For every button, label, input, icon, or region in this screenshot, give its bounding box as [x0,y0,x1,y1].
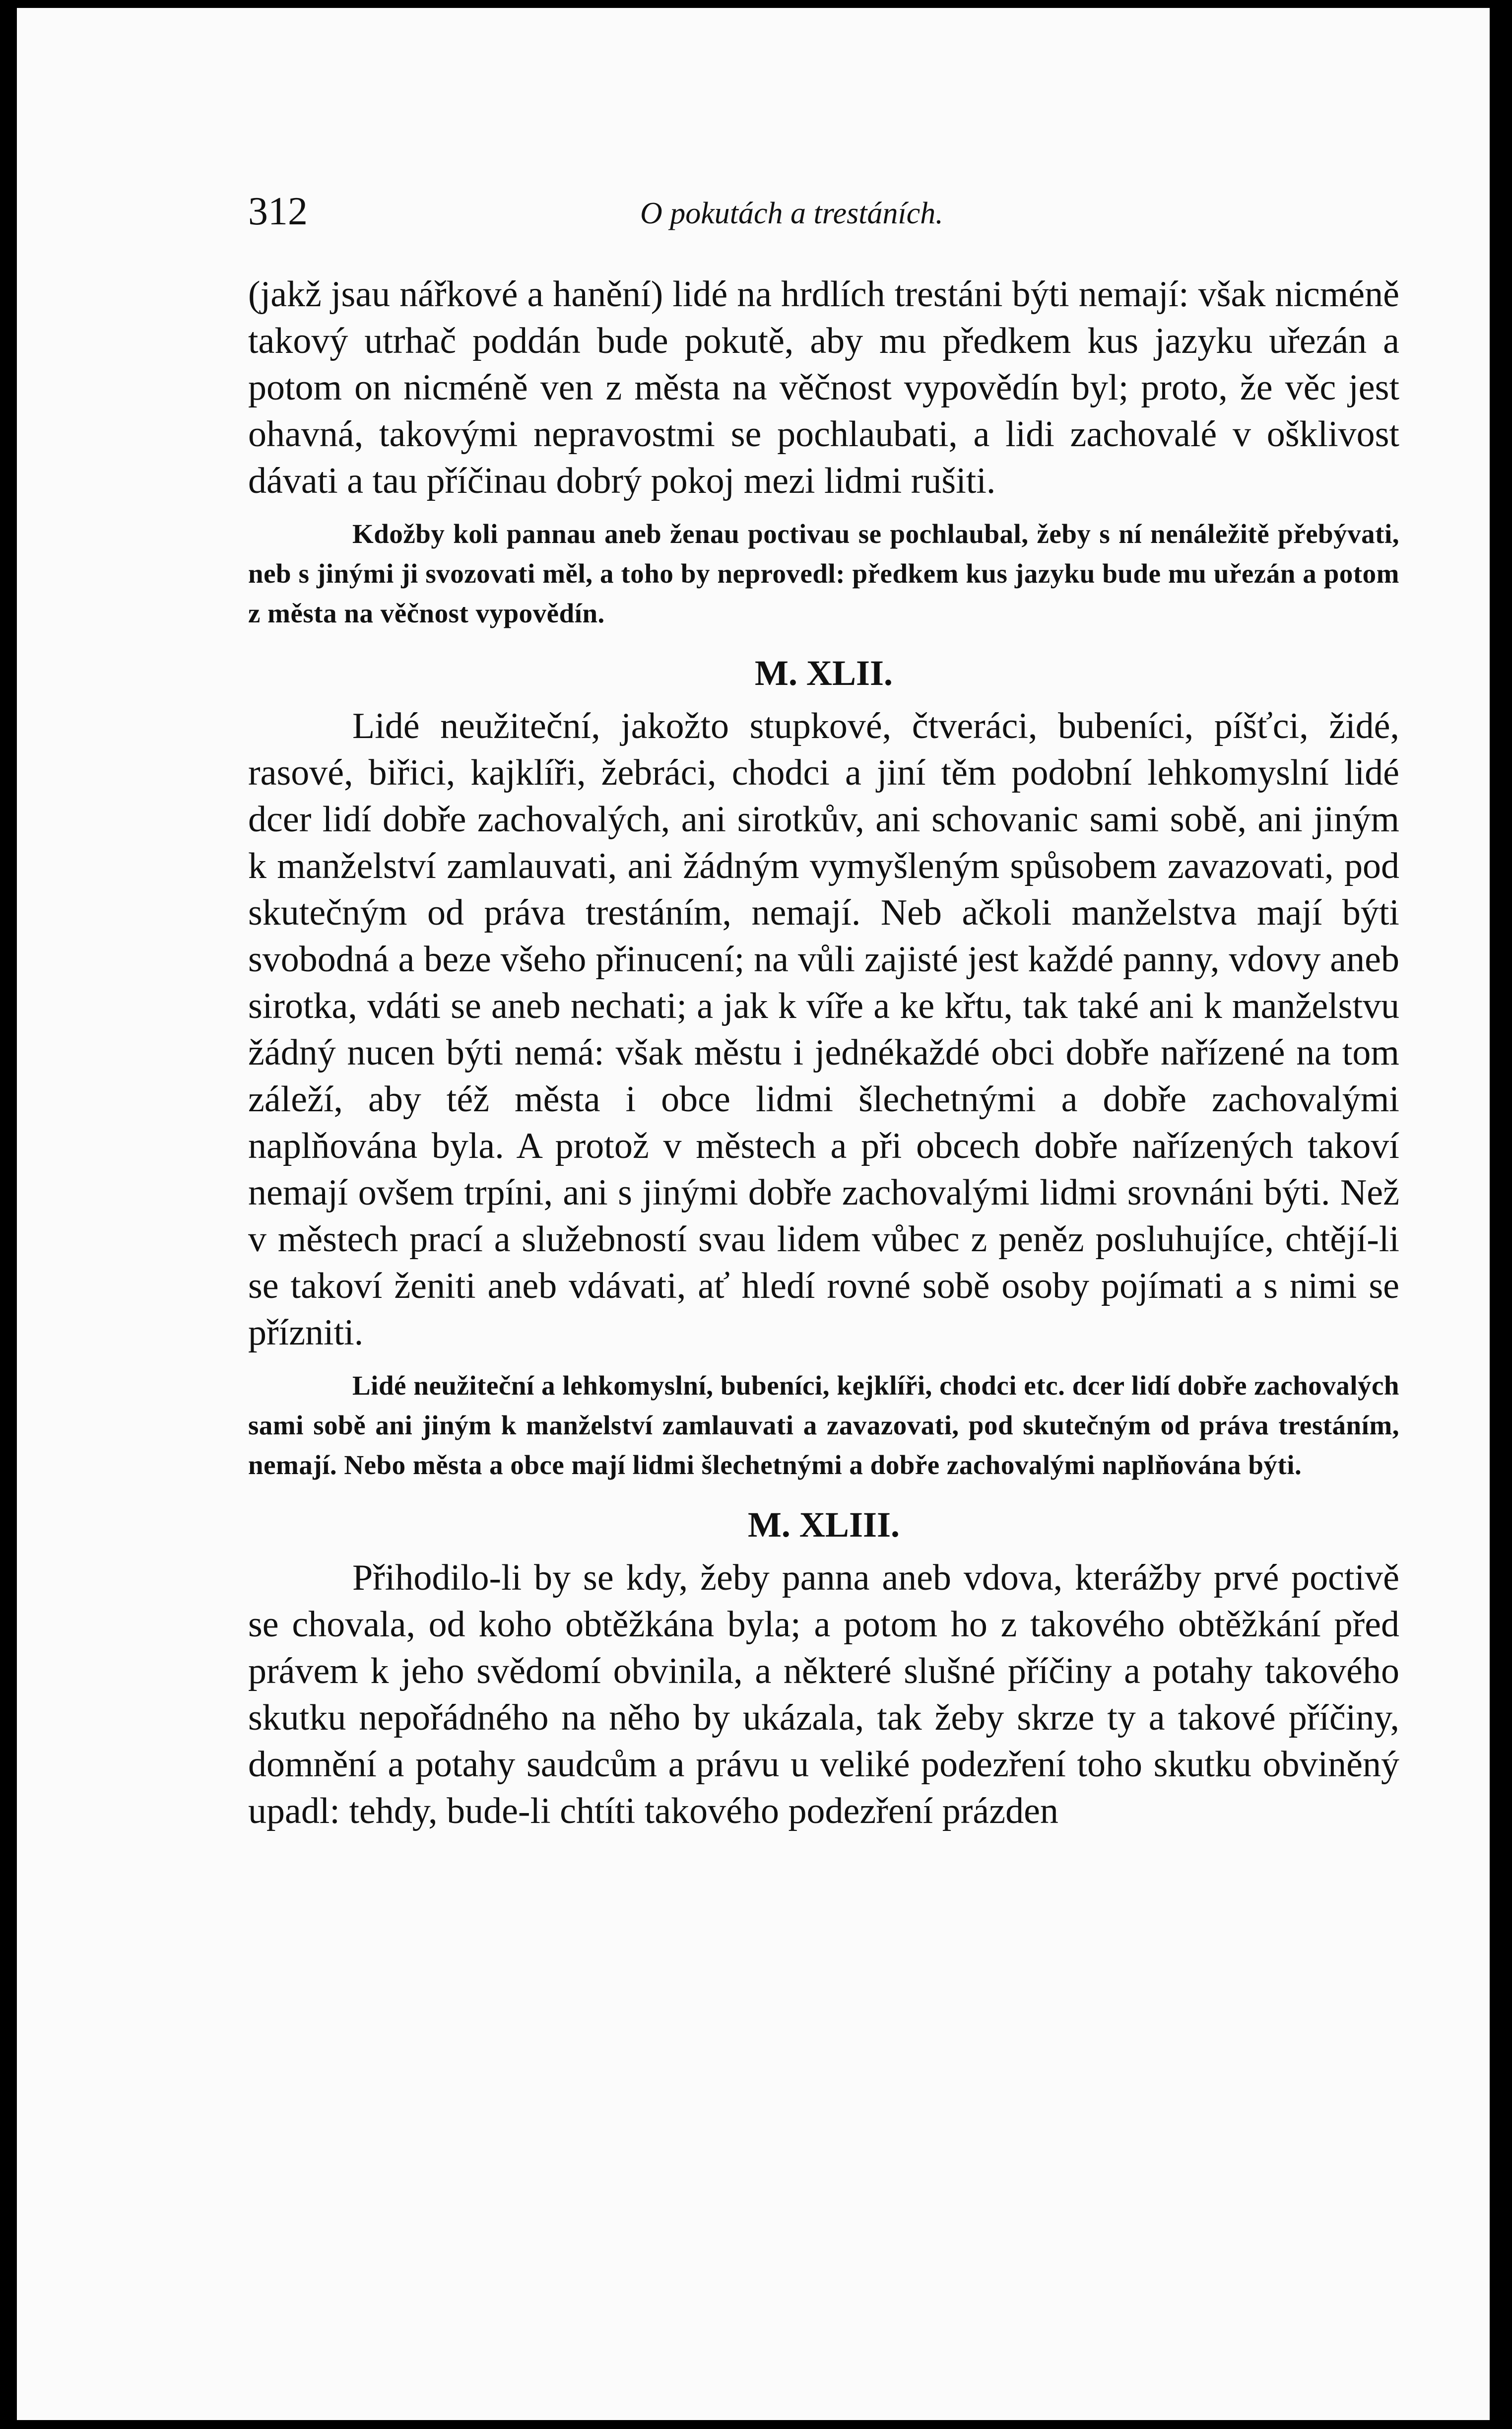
article-paragraph: Lidé neužiteční, jakožto stupkové, čtveráci, bubeníci, píšťci, židé, rasové, biřici, kajklíři, žebráci, chodci a jiní těm podobní lehkomyslní lidé dcer lidí dobře zachovalých, ani sirotkův, ani schovanic sami sobě, ani jiným k manželství zamlauvati, ani žádným vymyšleným spůsobem zavazovati, pod skutečným od práva trestáním, nemají. Neb ačkoli manželstva mají býti svobodná a beze všeho přinucení; na vůli zajisté jest každé panny, vdovy aneb sirotka, vdáti se aneb nechati; a jak k víře a ke křtu, tak také ani k manželstvu žádný nucen býti nemá: však městu i jednékaždé obci dobře nařízené na tom záleží, aby též města i obce lidmi šlechetnými a dobře zachovalými naplňována byla. A protož v městech a při obcech dobře nařízených takoví nemají ovšem trpíni, ani s jinými dobře zachovalými lidmi srovnáni býti. Než v městech prací a služebností svau lidem vůbec z peněz posluhujíce, chtějí-li se takoví ženiti aneb vdávati, ať hledí rovné sobě osoby pojímati a s nimi se přízniti. [248,706,1399,1353]
page-header [248,187,1399,241]
body-text [248,271,1399,1834]
running-title: O pokutách a trestáních. [640,197,943,230]
book-page [17,8,1490,2420]
marginal-summary: Kdožby koli pannau aneb ženau poctivau se pochlaubal, žeby s ní nenáležitě přebývati, neb s jinými ji svozovati měl, a toho by neprovedl: předkem kus jazyku bude mu uřezán a potom z města na věčnost vypovědín. [248,519,1399,628]
section-heading: M. XLII. [754,653,893,693]
marginal-summary: Lidé neužiteční a lehkomyslní, bubeníci, kejklíři, chodci etc. dcer lidí dobře zachovalých sami sobě ani jiným k manželství zamlauvati a zavazovati, pod skutečným od práva trestáním, nemají. Nebo města a obce mají lidmi šlechetnými a dobře zachovalými naplňována býti. [248,1370,1399,1480]
section-heading: M. XLIII. [747,1505,900,1545]
paragraph-continuation: (jakž jsau nářkové a hanění) lidé na hrdlích trestáni býti nemají: však nicméně takový utrhač poddán bude pokutě, aby mu předkem kus jazyku uřezán a potom on nicméně ven z města na věčnost vypovědín byl; proto, že věc jest ohavná, takovými nepravostmi se pochlaubati, a lidi zachovalé v ošklivost dávati a tau příčinau dobrý pokoj mezi lidmi rušiti. [248,274,1399,501]
article-paragraph: Přihodilo-li by se kdy, žeby panna aneb vdova, kterážby prvé poctivě se chovala, od koho obtěžkána byla; a potom ho z takového obtěžkání před právem k jeho svědomí obvinila, a některé slušné příčiny a potahy takového skutku nepořádného na něho by ukázala, tak žeby skrze ty a takové příčiny, domnění a potahy saudcům a právu u veliké podezření toho skutku obviněný upadl: tehdy, bude-li chtíti takového podezření prázden [248,1557,1399,1831]
page-number: 312 [248,190,308,233]
